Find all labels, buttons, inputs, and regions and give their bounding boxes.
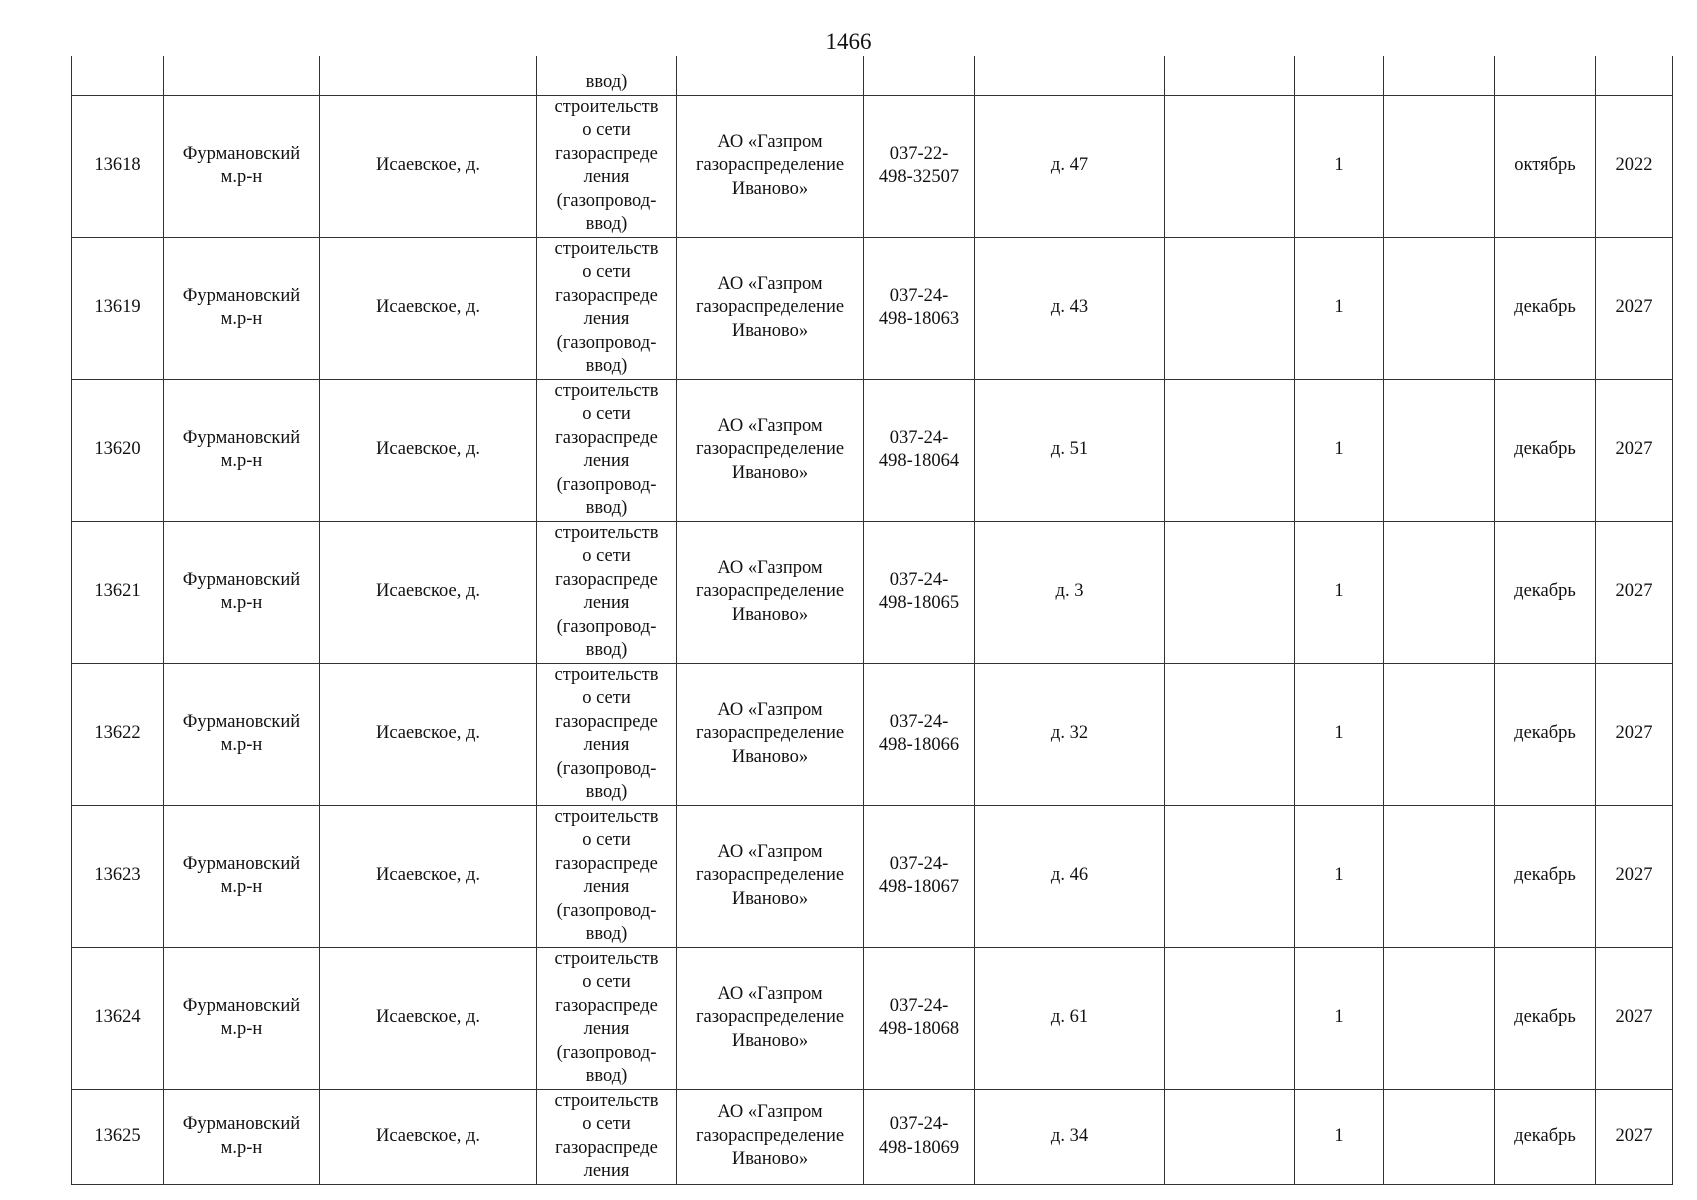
cell-address-text: д. 46 (1050, 865, 1089, 886)
cell-id-text: 13622 (94, 723, 141, 744)
cell-locality (320, 521, 537, 663)
cell-quantity (1295, 237, 1384, 379)
cell-locality (320, 379, 537, 521)
cell-work-type (537, 947, 677, 1089)
cell-code (864, 1089, 975, 1184)
cell-extra-1 (1165, 95, 1295, 237)
cell-work-type-text: строительств о сети газораспреде ления (газопровод- ввод) (554, 948, 659, 1086)
cell-locality (320, 805, 537, 947)
table-body (72, 56, 1673, 1184)
cell-quantity (1295, 1089, 1384, 1184)
cell-work-type-text: строительств о сети газораспреде ления (554, 1090, 659, 1181)
cell-quantity-text: 1 (1334, 865, 1344, 886)
cell-work-type-text: строительств о сети газораспреде ления (газопровод- ввод) (554, 96, 659, 234)
cell-address (975, 237, 1165, 379)
cell-work-type (537, 1089, 677, 1184)
cell-district (164, 663, 320, 805)
cell-id-text: 13623 (94, 865, 141, 886)
cell-code (864, 379, 975, 521)
cell-district-text: Фурмановский м.р-н (182, 853, 301, 897)
cell-year (1596, 521, 1673, 663)
table-row (72, 663, 1673, 805)
cell-id (72, 947, 164, 1089)
cell-code (864, 56, 975, 95)
cell-operator (677, 1089, 864, 1184)
cell-district (164, 521, 320, 663)
cell-address-text: д. 61 (1050, 1007, 1089, 1028)
cell-quantity-text: 1 (1334, 723, 1344, 744)
cell-locality (320, 95, 537, 237)
cell-id (72, 521, 164, 663)
cell-quantity (1295, 521, 1384, 663)
cell-district (164, 95, 320, 237)
cell-month (1495, 56, 1596, 95)
cell-month (1495, 237, 1596, 379)
cell-month (1495, 379, 1596, 521)
cell-operator (677, 947, 864, 1089)
cell-locality-text: Исаевское, д. (375, 297, 481, 318)
cell-extra-2 (1384, 379, 1495, 521)
cell-id (72, 237, 164, 379)
cell-district (164, 379, 320, 521)
cell-work-type-text: строительств о сети газораспреде ления (газопровод- ввод) (554, 664, 659, 802)
cell-month (1495, 95, 1596, 237)
cell-code-text: 037-24- 498-18065 (878, 569, 960, 613)
table-row (72, 805, 1673, 947)
cell-quantity-text: 1 (1334, 297, 1344, 318)
cell-month-text: декабрь (1514, 1125, 1576, 1146)
cell-operator-text: АО «Газпром газораспределение Иваново» (695, 557, 845, 625)
cell-locality-text: Исаевское, д. (375, 865, 481, 886)
cell-address-text: д. 43 (1050, 297, 1089, 318)
cell-id-text: 13620 (94, 439, 141, 460)
page-number: 1466 (825, 29, 872, 54)
cell-month (1495, 521, 1596, 663)
cell-extra-2 (1384, 947, 1495, 1089)
cell-id (72, 379, 164, 521)
cell-quantity (1295, 95, 1384, 237)
cell-id (72, 56, 164, 95)
cell-quantity-text: 1 (1334, 155, 1344, 176)
cell-work-type (537, 379, 677, 521)
cell-extra-2 (1384, 521, 1495, 663)
cell-year-text: 2027 (1615, 1007, 1653, 1028)
cell-address (975, 947, 1165, 1089)
cell-work-type (537, 237, 677, 379)
cell-district-text: Фурмановский м.р-н (182, 995, 301, 1039)
cell-quantity (1295, 663, 1384, 805)
cell-address (975, 1089, 1165, 1184)
cell-work-type-text: строительств о сети газораспреде ления (газопровод- ввод) (554, 522, 659, 660)
cell-district-text: Фурмановский м.р-н (182, 569, 301, 613)
cell-address (975, 95, 1165, 237)
cell-id-text: 13621 (94, 581, 141, 602)
cell-quantity (1295, 805, 1384, 947)
cell-extra-2 (1384, 1089, 1495, 1184)
cell-extra-2 (1384, 95, 1495, 237)
cell-work-type (537, 521, 677, 663)
cell-work-type (537, 56, 677, 95)
cell-month-text: декабрь (1514, 865, 1576, 886)
cell-year-text: 2027 (1615, 1125, 1653, 1146)
cell-address (975, 521, 1165, 663)
cell-work-type-text: строительств о сети газораспреде ления (газопровод- ввод) (554, 380, 659, 518)
cell-year-text: 2027 (1615, 439, 1653, 460)
cell-year (1596, 95, 1673, 237)
cell-code (864, 805, 975, 947)
cell-extra-2 (1384, 663, 1495, 805)
cell-extra-1 (1165, 56, 1295, 95)
cell-locality-text: Исаевское, д. (375, 723, 481, 744)
cell-code (864, 663, 975, 805)
cell-operator (677, 56, 864, 95)
registry-table (71, 56, 1673, 1185)
cell-extra-2 (1384, 237, 1495, 379)
cell-month-text: декабрь (1514, 723, 1576, 744)
cell-month (1495, 1089, 1596, 1184)
table-row (72, 237, 1673, 379)
cell-quantity (1295, 947, 1384, 1089)
cell-extra-1 (1165, 663, 1295, 805)
cell-district-text: Фурмановский м.р-н (182, 427, 301, 471)
table-row-continued (72, 56, 1673, 95)
cell-month-text: декабрь (1514, 439, 1576, 460)
cell-year-text: 2022 (1615, 155, 1653, 176)
cell-year (1596, 1089, 1673, 1184)
cell-month-text: октябрь (1514, 155, 1576, 176)
cell-locality-text: Исаевское, д. (375, 1007, 481, 1028)
cell-operator-text: АО «Газпром газораспределение Иваново» (695, 699, 845, 767)
cell-extra-1 (1165, 1089, 1295, 1184)
cell-id-text: 13624 (94, 1007, 141, 1028)
cell-locality-text: Исаевское, д. (375, 581, 481, 602)
cell-code (864, 521, 975, 663)
cell-work-type (537, 805, 677, 947)
cell-code (864, 947, 975, 1089)
cell-locality (320, 947, 537, 1089)
cell-locality-text: Исаевское, д. (375, 1125, 481, 1146)
cell-address-text: д. 51 (1050, 439, 1089, 460)
cell-year (1596, 56, 1673, 95)
cell-work-type-text: строительств о сети газораспреде ления (газопровод- ввод) (554, 238, 659, 376)
cell-code-text: 037-24- 498-18066 (878, 711, 960, 755)
cell-month-text: декабрь (1514, 297, 1576, 318)
table-row (72, 95, 1673, 237)
work-type-text: ввод) (585, 72, 628, 92)
cell-quantity (1295, 379, 1384, 521)
cell-operator (677, 805, 864, 947)
cell-year-text: 2027 (1615, 581, 1653, 602)
cell-address (975, 805, 1165, 947)
cell-code-text: 037-24- 498-18068 (878, 995, 960, 1039)
cell-locality (320, 237, 537, 379)
cell-extra-2 (1384, 56, 1495, 95)
cell-extra-1 (1165, 805, 1295, 947)
cell-code-text: 037-22- 498-32507 (878, 143, 960, 187)
cell-district (164, 947, 320, 1089)
cell-district-text: Фурмановский м.р-н (182, 143, 301, 187)
cell-quantity (1295, 56, 1384, 95)
cell-extra-1 (1165, 237, 1295, 379)
cell-year-text: 2027 (1615, 865, 1653, 886)
cell-month (1495, 805, 1596, 947)
cell-operator-text: АО «Газпром газораспределение Иваново» (695, 1102, 845, 1170)
cell-extra-1 (1165, 521, 1295, 663)
cell-locality (320, 1089, 537, 1184)
cell-id-text: 13618 (94, 155, 141, 176)
cell-code-text: 037-24- 498-18069 (878, 1114, 960, 1158)
cell-locality (320, 663, 537, 805)
cell-district (164, 1089, 320, 1184)
cell-operator (677, 95, 864, 237)
cell-operator (677, 379, 864, 521)
cell-district-text: Фурмановский м.р-н (182, 1114, 301, 1158)
cell-operator-text: АО «Газпром газораспределение Иваново» (695, 983, 845, 1051)
cell-district-text: Фурмановский м.р-н (182, 285, 301, 329)
cell-operator-text: АО «Газпром газораспределение Иваново» (695, 131, 845, 199)
cell-id (72, 805, 164, 947)
cell-locality (320, 56, 537, 95)
cell-quantity-text: 1 (1334, 439, 1344, 460)
cell-month-text: декабрь (1514, 1007, 1576, 1028)
cell-address-text: д. 47 (1050, 155, 1089, 176)
cell-id (72, 1089, 164, 1184)
table-row (72, 379, 1673, 521)
table-row (72, 947, 1673, 1089)
cell-operator (677, 663, 864, 805)
cell-operator-text: АО «Газпром газораспределение Иваново» (695, 273, 845, 341)
cell-month (1495, 947, 1596, 1089)
cell-address-text: д. 32 (1050, 723, 1089, 744)
cell-id (72, 95, 164, 237)
cell-address (975, 379, 1165, 521)
cell-year-text: 2027 (1615, 297, 1653, 318)
cell-year (1596, 379, 1673, 521)
cell-work-type-text: строительств о сети газораспреде ления (газопровод- ввод) (554, 806, 659, 944)
cell-address-text: д. 3 (1055, 581, 1084, 602)
cell-locality-text: Исаевское, д. (375, 155, 481, 176)
cell-code (864, 95, 975, 237)
cell-work-type (537, 95, 677, 237)
table-row (72, 1089, 1673, 1184)
cell-code-text: 037-24- 498-18064 (878, 427, 960, 471)
cell-extra-1 (1165, 379, 1295, 521)
cell-year-text: 2027 (1615, 723, 1653, 744)
cell-extra-1 (1165, 947, 1295, 1089)
cell-code-text: 037-24- 498-18063 (878, 285, 960, 329)
cell-district (164, 805, 320, 947)
cell-district-text: Фурмановский м.р-н (182, 711, 301, 755)
cell-quantity-text: 1 (1334, 1125, 1344, 1146)
table-row (72, 521, 1673, 663)
cell-id-text: 13625 (94, 1125, 141, 1146)
cell-year (1596, 663, 1673, 805)
cell-code (864, 237, 975, 379)
cell-id-text: 13619 (94, 297, 141, 318)
cell-operator-text: АО «Газпром газораспределение Иваново» (695, 415, 845, 483)
cell-quantity-text: 1 (1334, 581, 1344, 602)
cell-district (164, 237, 320, 379)
cell-year (1596, 237, 1673, 379)
cell-year (1596, 947, 1673, 1089)
cell-operator (677, 521, 864, 663)
cell-operator-text: АО «Газпром газораспределение Иваново» (695, 841, 845, 909)
cell-locality-text: Исаевское, д. (375, 439, 481, 460)
cell-work-type (537, 663, 677, 805)
cell-code-text: 037-24- 498-18067 (878, 853, 960, 897)
cell-month (1495, 663, 1596, 805)
cell-address-text: д. 34 (1050, 1125, 1089, 1146)
cell-address (975, 56, 1165, 95)
cell-quantity-text: 1 (1334, 1007, 1344, 1028)
cell-id (72, 663, 164, 805)
cell-extra-2 (1384, 805, 1495, 947)
cell-year (1596, 805, 1673, 947)
cell-operator (677, 237, 864, 379)
cell-month-text: декабрь (1514, 581, 1576, 602)
cell-district (164, 56, 320, 95)
cell-address (975, 663, 1165, 805)
